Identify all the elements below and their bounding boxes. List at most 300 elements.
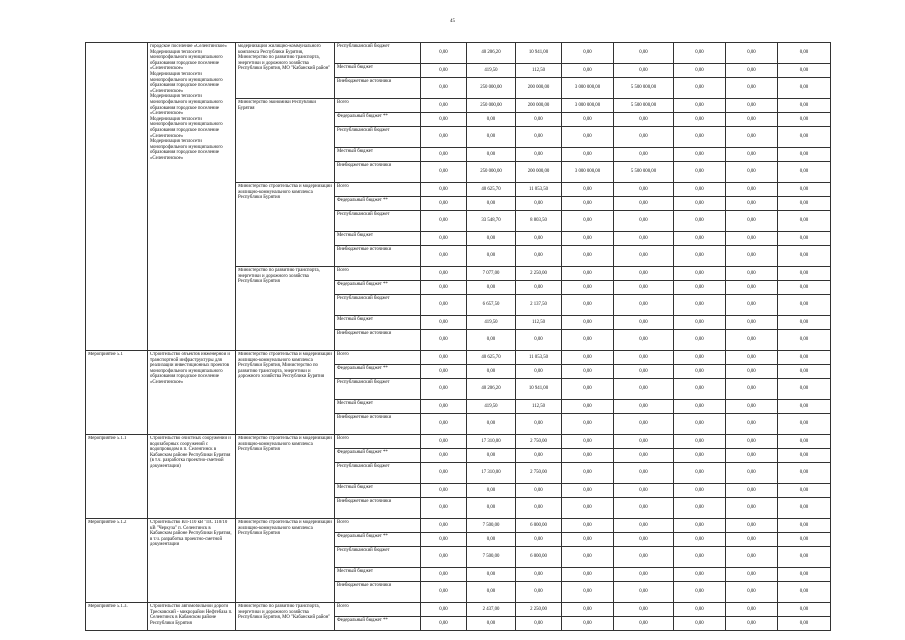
amount-cell: 0,00 [467,498,516,519]
amount-cell: 0,00 [562,533,614,547]
amount-cell: 0,00 [421,435,467,449]
amount-cell: 0,00 [778,316,831,330]
amount-cell: 0,00 [467,617,516,631]
amount-cell: 0,00 [421,43,467,64]
executor-cell [236,519,335,603]
amount-cell: 0,00 [421,99,467,113]
amount-cell: 0,00 [614,267,674,281]
amount-cell: 0,00 [778,463,831,484]
measure-name-cell-text: Строительство объектов инженерной и транспортной инфраструктуры для реализации инвестиционных проектов монопрофильного муниципального образования городское поселение «Селенгинское» [150,352,230,385]
amount-cell: 17 310,00 [467,435,516,449]
measure-status-cell-text: Мероприятие 5.1.2 [88,520,127,525]
amount-cell: 0,00 [421,519,467,533]
object-name-cell-text: городское поселение «Селенгинское» Модернизация теплосети монопрофильного муниципального образования городское поселение «Селенгинское» Модернизация теплосети монопрофильного муниципального образования городское поселение «Селенгинское» Модернизация теплосети монопрофильного муниципального образования городское поселение «Селенгинское» Модернизация теплосети монопрофильного муниципального образования городское поселение «Селенгинское» Модернизация теплосети монопрофильного муниципального образования городское поселение «Селенгинское» [150,44,227,161]
measure-status-cell-text: Мероприятие 5.1.3. [88,604,128,609]
amount-cell: 0,00 [614,113,674,127]
amount-cell: 0,00 [562,603,614,617]
amount-cell: 0,00 [562,183,614,197]
funding-source-cell: Федеральный бюджет ** [335,533,421,547]
amount-cell: 0,00 [674,99,726,113]
amount-cell: 0,00 [778,414,831,435]
amount-cell: 0,00 [562,400,614,414]
object-name-cell [148,43,236,351]
amount-cell: 0,00 [778,211,831,232]
amount-cell: 0,00 [778,246,831,267]
amount-cell: 0,00 [562,547,614,568]
amount-cell: 0,00 [726,43,778,64]
amount-cell: 0,00 [778,519,831,533]
amount-cell: 419,50 [467,400,516,414]
amount-cell: 3 000 000,00 [562,78,614,99]
amount-cell: 0,00 [614,232,674,246]
amount-cell: 0,00 [674,330,726,351]
amount-cell: 0,00 [778,617,831,631]
table-body [86,43,831,631]
amount-cell: 0,00 [421,78,467,99]
funding-source-cell: Республиканский бюджет [335,127,421,148]
amount-cell: 0,00 [674,232,726,246]
amount-cell: 0,00 [421,183,467,197]
amount-cell: 0,00 [421,463,467,484]
amount-cell: 0,00 [467,533,516,547]
amount-cell: 0,00 [467,281,516,295]
amount-cell: 0,00 [726,400,778,414]
amount-cell: 0,00 [726,281,778,295]
amount-cell: 0,00 [778,113,831,127]
amount-cell: 0,00 [778,232,831,246]
amount-cell: 0,00 [778,400,831,414]
amount-cell: 10 941,00 [516,379,562,400]
funding-source-cell: Всего [335,267,421,281]
amount-cell: 0,00 [614,547,674,568]
amount-cell: 0,00 [421,330,467,351]
table-row [86,43,831,64]
table-row [86,603,831,617]
amount-cell: 3 000 000,00 [562,99,614,113]
amount-cell: 0,00 [778,43,831,64]
amount-cell: 0,00 [726,351,778,365]
amount-cell: 0,00 [516,582,562,603]
amount-cell: 0,00 [778,498,831,519]
amount-cell: 0,00 [674,162,726,183]
amount-cell: 0,00 [674,449,726,463]
executor-cell [236,99,335,183]
funding-source-cell: Федеральный бюджет ** [335,197,421,211]
funding-source-cell: Федеральный бюджет ** [335,617,421,631]
amount-cell: 0,00 [726,435,778,449]
amount-cell: 0,00 [562,148,614,162]
amount-cell: 250 000,00 [467,162,516,183]
amount-cell: 0,00 [778,379,831,400]
amount-cell: 0,00 [516,449,562,463]
amount-cell: 0,00 [778,330,831,351]
amount-cell: 0,00 [614,43,674,64]
amount-cell: 0,00 [467,232,516,246]
executor-cell [236,603,335,631]
amount-cell: 0,00 [674,463,726,484]
amount-cell: 0,00 [467,582,516,603]
executor-cell [236,351,335,435]
amount-cell: 0,00 [778,281,831,295]
amount-cell: 0,00 [726,449,778,463]
amount-cell: 5 500 000,00 [614,99,674,113]
amount-cell: 0,00 [421,64,467,78]
amount-cell: 0,00 [562,246,614,267]
executor-cell [236,43,335,99]
amount-cell: 0,00 [562,211,614,232]
amount-cell: 0,00 [516,617,562,631]
amount-cell: 0,00 [674,533,726,547]
amount-cell: 0,00 [726,547,778,568]
amount-cell: 112,50 [516,316,562,330]
table-row [86,435,831,449]
amount-cell: 0,00 [421,162,467,183]
amount-cell: 0,00 [674,78,726,99]
amount-cell: 0,00 [421,449,467,463]
amount-cell: 0,00 [614,365,674,379]
amount-cell: 0,00 [516,533,562,547]
amount-cell: 0,00 [421,281,467,295]
amount-cell: 0,00 [421,148,467,162]
amount-cell: 419,50 [467,316,516,330]
amount-cell: 0,00 [562,330,614,351]
amount-cell: 0,00 [467,365,516,379]
amount-cell: 0,00 [614,64,674,78]
amount-cell: 0,00 [516,148,562,162]
amount-cell: 0,00 [421,113,467,127]
amount-cell: 0,00 [674,64,726,78]
measure-name-cell [148,351,236,435]
amount-cell: 0,00 [614,295,674,316]
funding-source-cell: Местный бюджет [335,400,421,414]
amount-cell: 0,00 [516,414,562,435]
funding-source-cell: Республиканский бюджет [335,379,421,400]
amount-cell: 0,00 [562,498,614,519]
amount-cell: 0,00 [516,281,562,295]
budget-table [85,42,831,631]
amount-cell: 0,00 [467,330,516,351]
executor-cell-text: Министерство по развитию транспорта, энергетики и дорожного хозяйства Республики Бурятия, МО "Кабанский район" [238,604,331,621]
funding-source-cell: Республиканский бюджет [335,463,421,484]
executor-cell-text: Министерство строительства и модернизации жилищно-коммунального комплекса Республики Бурятия, Министерство по развитию транспорта, энергетики и дорожного хозяйства Республики Бурятия [238,352,332,380]
amount-cell: 0,00 [421,246,467,267]
executor-cell-text: Министерство строительства и модернизации жилищно-коммунального комплекса Республики Бурятия [238,184,332,201]
amount-cell: 0,00 [674,211,726,232]
amount-cell: 0,00 [778,78,831,99]
amount-cell: 0,00 [674,43,726,64]
amount-cell: 0,00 [562,449,614,463]
amount-cell: 0,00 [778,162,831,183]
funding-source-cell: Местный бюджет [335,316,421,330]
amount-cell: 0,00 [614,414,674,435]
table-row [86,351,831,365]
funding-source-cell: Федеральный бюджет ** [335,365,421,379]
amount-cell: 0,00 [421,547,467,568]
amount-cell: 0,00 [516,330,562,351]
amount-cell: 0,00 [674,267,726,281]
amount-cell: 0,00 [614,582,674,603]
amount-cell: 0,00 [614,435,674,449]
amount-cell: 5 500 000,00 [614,162,674,183]
amount-cell: 3 000 000,00 [562,162,614,183]
amount-cell: 2 437,00 [467,603,516,617]
funding-source-cell: Всего [335,519,421,533]
amount-cell: 0,00 [614,484,674,498]
amount-cell: 0,00 [726,78,778,99]
amount-cell: 0,00 [674,582,726,603]
amount-cell: 0,00 [516,127,562,148]
amount-cell: 0,00 [421,533,467,547]
funding-source-cell: Внебюджетные источники [335,498,421,519]
measure-name-cell-text: Строительство очистных сооружений и водозаборных сооружений с водопроводом в п. Селенгинск в Кабанском районе Республики Бурятия (в т.ч. разработка проектно-сметной документации) [150,436,231,469]
amount-cell: 7 500,00 [467,519,516,533]
table-row [86,519,831,533]
amount-cell: 200 000,00 [516,162,562,183]
amount-cell: 0,00 [614,449,674,463]
amount-cell: 0,00 [726,99,778,113]
amount-cell: 0,00 [778,484,831,498]
amount-cell: 0,00 [516,232,562,246]
amount-cell: 0,00 [674,435,726,449]
measure-name-cell-text: Строительство ВЛ-110 кВ "ПС 110/10 кВ "Черкуза" п. Селенгинск в Кабанском районе Республики Бурятия, в т.ч. разработка проектно-сметной документации [150,520,232,548]
amount-cell: 40 206,20 [467,379,516,400]
executor-cell-text: Министерство строительства и модернизации жилищно-коммунального комплекса Республики Бурятия [238,436,332,453]
amount-cell: 0,00 [614,533,674,547]
amount-cell: 0,00 [778,449,831,463]
amount-cell: 0,00 [674,484,726,498]
funding-source-cell: Местный бюджет [335,232,421,246]
executor-cell-text: Министерство строительства и модернизации жилищно-коммунального комплекса Республики Бурятия [238,520,332,537]
amount-cell: 0,00 [516,113,562,127]
amount-cell: 2 250,00 [516,267,562,281]
amount-cell: 419,50 [467,64,516,78]
amount-cell: 200 000,00 [516,99,562,113]
amount-cell: 40 625,70 [467,183,516,197]
amount-cell: 2 250,00 [516,603,562,617]
amount-cell: 0,00 [614,246,674,267]
amount-cell: 0,00 [674,519,726,533]
amount-cell: 0,00 [726,232,778,246]
amount-cell: 0,00 [562,281,614,295]
executor-cell [236,435,335,519]
measure-status-cell [86,435,148,519]
amount-cell: 0,00 [778,99,831,113]
funding-source-cell: Всего [335,183,421,197]
amount-cell: 0,00 [674,379,726,400]
amount-cell: 0,00 [778,603,831,617]
funding-source-cell: Республиканский бюджет [335,547,421,568]
amount-cell: 0,00 [614,379,674,400]
amount-cell: 40 206,20 [467,43,516,64]
amount-cell: 0,00 [726,463,778,484]
amount-cell: 0,00 [467,246,516,267]
amount-cell: 0,00 [674,183,726,197]
amount-cell: 0,00 [674,617,726,631]
amount-cell: 0,00 [614,603,674,617]
executor-cell-text: Министерство экономики Республики Бурятия [238,100,316,111]
amount-cell: 0,00 [726,162,778,183]
amount-cell: 0,00 [562,316,614,330]
amount-cell: 0,00 [726,617,778,631]
amount-cell: 7 077,00 [467,267,516,281]
amount-cell: 0,00 [421,232,467,246]
amount-cell: 0,00 [562,484,614,498]
measure-name-cell [148,603,236,631]
amount-cell: 0,00 [467,449,516,463]
amount-cell: 0,00 [516,498,562,519]
amount-cell: 0,00 [778,197,831,211]
amount-cell: 0,00 [614,351,674,365]
amount-cell: 0,00 [516,246,562,267]
amount-cell: 6 000,00 [516,547,562,568]
amount-cell: 0,00 [674,568,726,582]
amount-cell: 0,00 [614,197,674,211]
amount-cell: 0,00 [726,148,778,162]
amount-cell: 0,00 [467,113,516,127]
amount-cell: 0,00 [674,547,726,568]
funding-source-cell: Федеральный бюджет ** [335,281,421,295]
amount-cell: 2 750,00 [516,463,562,484]
amount-cell: 0,00 [562,295,614,316]
amount-cell: 0,00 [674,365,726,379]
amount-cell: 0,00 [421,414,467,435]
amount-cell: 0,00 [467,414,516,435]
measure-name-cell [148,435,236,519]
amount-cell: 0,00 [562,379,614,400]
executor-cell-text: модернизации жилищно-коммунального комплекса Республики Бурятия, Министерство по развитию транспорта, энергетики и дорожного хозяйства Республики Бурятия, МО "Кабанский район" [238,44,331,72]
amount-cell: 0,00 [421,484,467,498]
funding-source-cell: Всего [335,99,421,113]
amount-cell: 0,00 [614,148,674,162]
amount-cell: 0,00 [421,351,467,365]
amount-cell: 0,00 [778,582,831,603]
amount-cell: 0,00 [421,400,467,414]
amount-cell: 0,00 [421,197,467,211]
amount-cell: 6 657,50 [467,295,516,316]
amount-cell: 0,00 [516,568,562,582]
amount-cell: 0,00 [421,568,467,582]
amount-cell: 0,00 [726,379,778,400]
amount-cell: 0,00 [778,267,831,281]
amount-cell: 0,00 [726,246,778,267]
amount-cell: 0,00 [467,568,516,582]
amount-cell: 0,00 [562,519,614,533]
funding-source-cell: Республиканский бюджет [335,295,421,316]
amount-cell: 0,00 [674,498,726,519]
amount-cell: 0,00 [562,113,614,127]
amount-cell: 0,00 [726,582,778,603]
amount-cell: 0,00 [614,316,674,330]
measure-status-cell-text: Мероприятие 5.1.1 [88,436,127,441]
amount-cell: 0,00 [726,498,778,519]
amount-cell: 0,00 [562,64,614,78]
amount-cell: 17 310,00 [467,463,516,484]
amount-cell: 8 803,50 [516,211,562,232]
amount-cell: 0,00 [674,197,726,211]
amount-cell: 0,00 [516,197,562,211]
amount-cell: 0,00 [614,617,674,631]
amount-cell: 0,00 [562,617,614,631]
amount-cell: 0,00 [674,316,726,330]
measure-status-cell [86,519,148,603]
amount-cell: 10 941,00 [516,43,562,64]
amount-cell: 0,00 [726,267,778,281]
amount-cell: 0,00 [614,519,674,533]
amount-cell: 0,00 [778,148,831,162]
amount-cell: 0,00 [467,197,516,211]
amount-cell: 0,00 [614,498,674,519]
amount-cell: 0,00 [562,232,614,246]
amount-cell: 0,00 [614,568,674,582]
funding-source-cell: Местный бюджет [335,484,421,498]
amount-cell: 0,00 [778,533,831,547]
amount-cell: 0,00 [726,568,778,582]
amount-cell: 0,00 [674,351,726,365]
amount-cell: 0,00 [726,519,778,533]
amount-cell: 0,00 [674,281,726,295]
amount-cell: 0,00 [614,211,674,232]
amount-cell: 0,00 [674,113,726,127]
amount-cell: 112,50 [516,400,562,414]
amount-cell: 0,00 [778,568,831,582]
amount-cell: 0,00 [562,435,614,449]
amount-cell: 0,00 [778,351,831,365]
measure-name-cell-text: Строительство автомобильной дороги Тресковский - микрорайон Нефтебаза п. Селенгинск в Кабанском районе Республики Бурятия [150,604,233,626]
amount-cell: 0,00 [467,127,516,148]
amount-cell: 0,00 [726,197,778,211]
measure-status-cell-text: Мероприятие 5.1 [88,352,123,357]
amount-cell: 0,00 [726,211,778,232]
amount-cell: 0,00 [562,351,614,365]
amount-cell: 0,00 [778,183,831,197]
executor-cell [236,267,335,351]
amount-cell: 0,00 [614,281,674,295]
status-cell [86,43,148,351]
amount-cell: 0,00 [562,197,614,211]
funding-source-cell: Внебюджетные источники [335,330,421,351]
amount-cell: 11 053,50 [516,183,562,197]
amount-cell: 0,00 [726,295,778,316]
amount-cell: 2 137,50 [516,295,562,316]
executor-cell [236,183,335,267]
amount-cell: 0,00 [674,400,726,414]
amount-cell: 0,00 [674,127,726,148]
funding-source-cell: Внебюджетные источники [335,414,421,435]
amount-cell: 0,00 [778,365,831,379]
amount-cell: 0,00 [516,484,562,498]
amount-cell: 0,00 [562,582,614,603]
amount-cell: 7 500,00 [467,547,516,568]
amount-cell: 0,00 [674,603,726,617]
amount-cell: 0,00 [614,463,674,484]
amount-cell: 0,00 [778,435,831,449]
amount-cell: 112,50 [516,64,562,78]
amount-cell: 0,00 [467,484,516,498]
amount-cell: 0,00 [726,603,778,617]
amount-cell: 0,00 [421,295,467,316]
amount-cell: 0,00 [726,64,778,78]
funding-source-cell: Федеральный бюджет ** [335,449,421,463]
funding-source-cell: Республиканский бюджет [335,211,421,232]
amount-cell: 0,00 [778,64,831,78]
amount-cell: 0,00 [614,330,674,351]
amount-cell: 250 000,00 [467,99,516,113]
amount-cell: 0,00 [726,183,778,197]
funding-source-cell: Всего [335,603,421,617]
amount-cell: 0,00 [674,148,726,162]
amount-cell: 0,00 [674,246,726,267]
amount-cell: 0,00 [726,316,778,330]
